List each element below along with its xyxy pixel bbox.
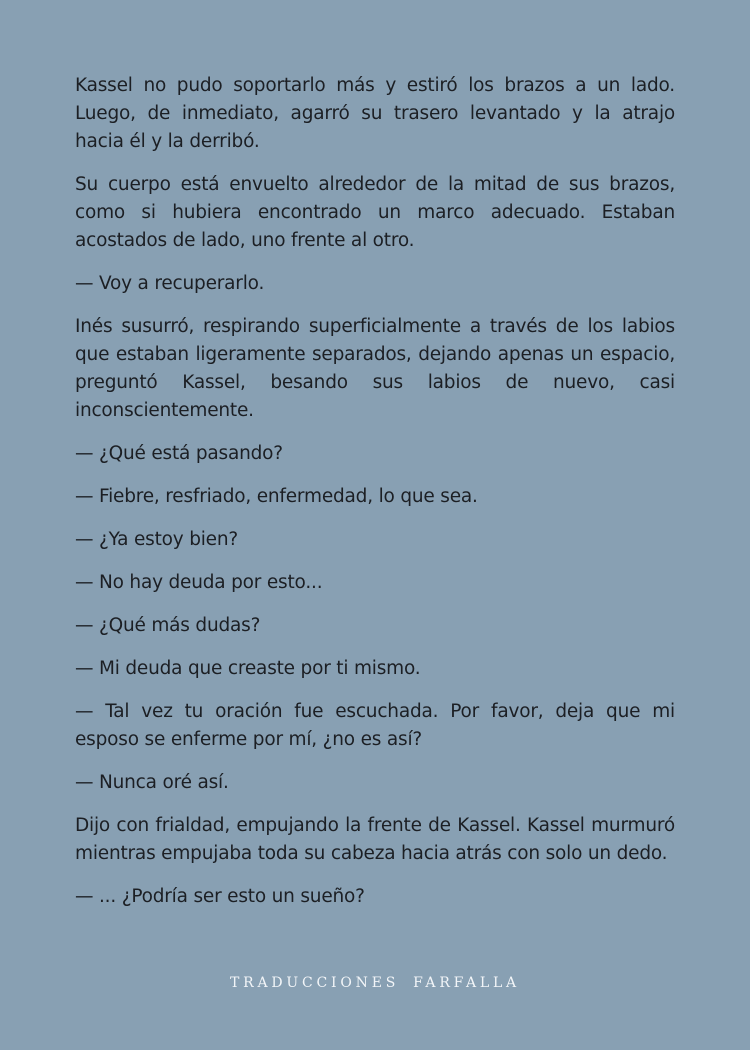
footer-word-2: FARFALLA	[413, 975, 520, 991]
paragraph: Dijo con frialdad, empujando la frente de Kassel. Kassel murmuró mientras empujaba toda su cabeza hacia atrás con solo un dedo.	[75, 815, 675, 864]
dialogue-line: — No hay deuda por esto...	[75, 572, 323, 593]
footer-word-1: TRADUCCIONES	[230, 975, 400, 991]
paragraph: Inés susurró, respirando superficialmente a través de los labios que estaban ligeramente separados, dejando apenas un espacio, preguntó Kassel, besando sus labios de nuevo, casi inconscientemente.	[75, 316, 675, 421]
dialogue-line: — ... ¿Podría ser esto un sueño?	[75, 886, 365, 907]
dialogue-line: — Mi deuda que creaste por ti mismo.	[75, 658, 421, 679]
page-footer	[0, 975, 750, 991]
dialogue-line: — ¿Qué más dudas?	[75, 615, 261, 636]
paragraph: Kassel no pudo soportarlo más y estiró los brazos a un lado. Luego, de inmediato, agarró su trasero levantado y la atrajo hacia él y la derribó.	[75, 75, 675, 152]
dialogue-line: — Nunca oré así.	[75, 772, 229, 793]
page-body	[75, 72, 675, 926]
dialogue-line: — Fiebre, resfriado, enfermedad, lo que sea.	[75, 486, 478, 507]
dialogue-line: — ¿Ya estoy bien?	[75, 529, 239, 550]
dialogue-line: — ¿Qué está pasando?	[75, 443, 283, 464]
dialogue-line: — Voy a recuperarlo.	[75, 273, 265, 294]
paragraph: Su cuerpo está envuelto alrededor de la mitad de sus brazos, como si hubiera encontrado un marco adecuado. Estaban acostados de lado, uno frente al otro.	[75, 174, 675, 251]
dialogue-line: — Tal vez tu oración fue escuchada. Por favor, deja que mi esposo se enferme por mí, ¿no es así?	[75, 701, 675, 750]
